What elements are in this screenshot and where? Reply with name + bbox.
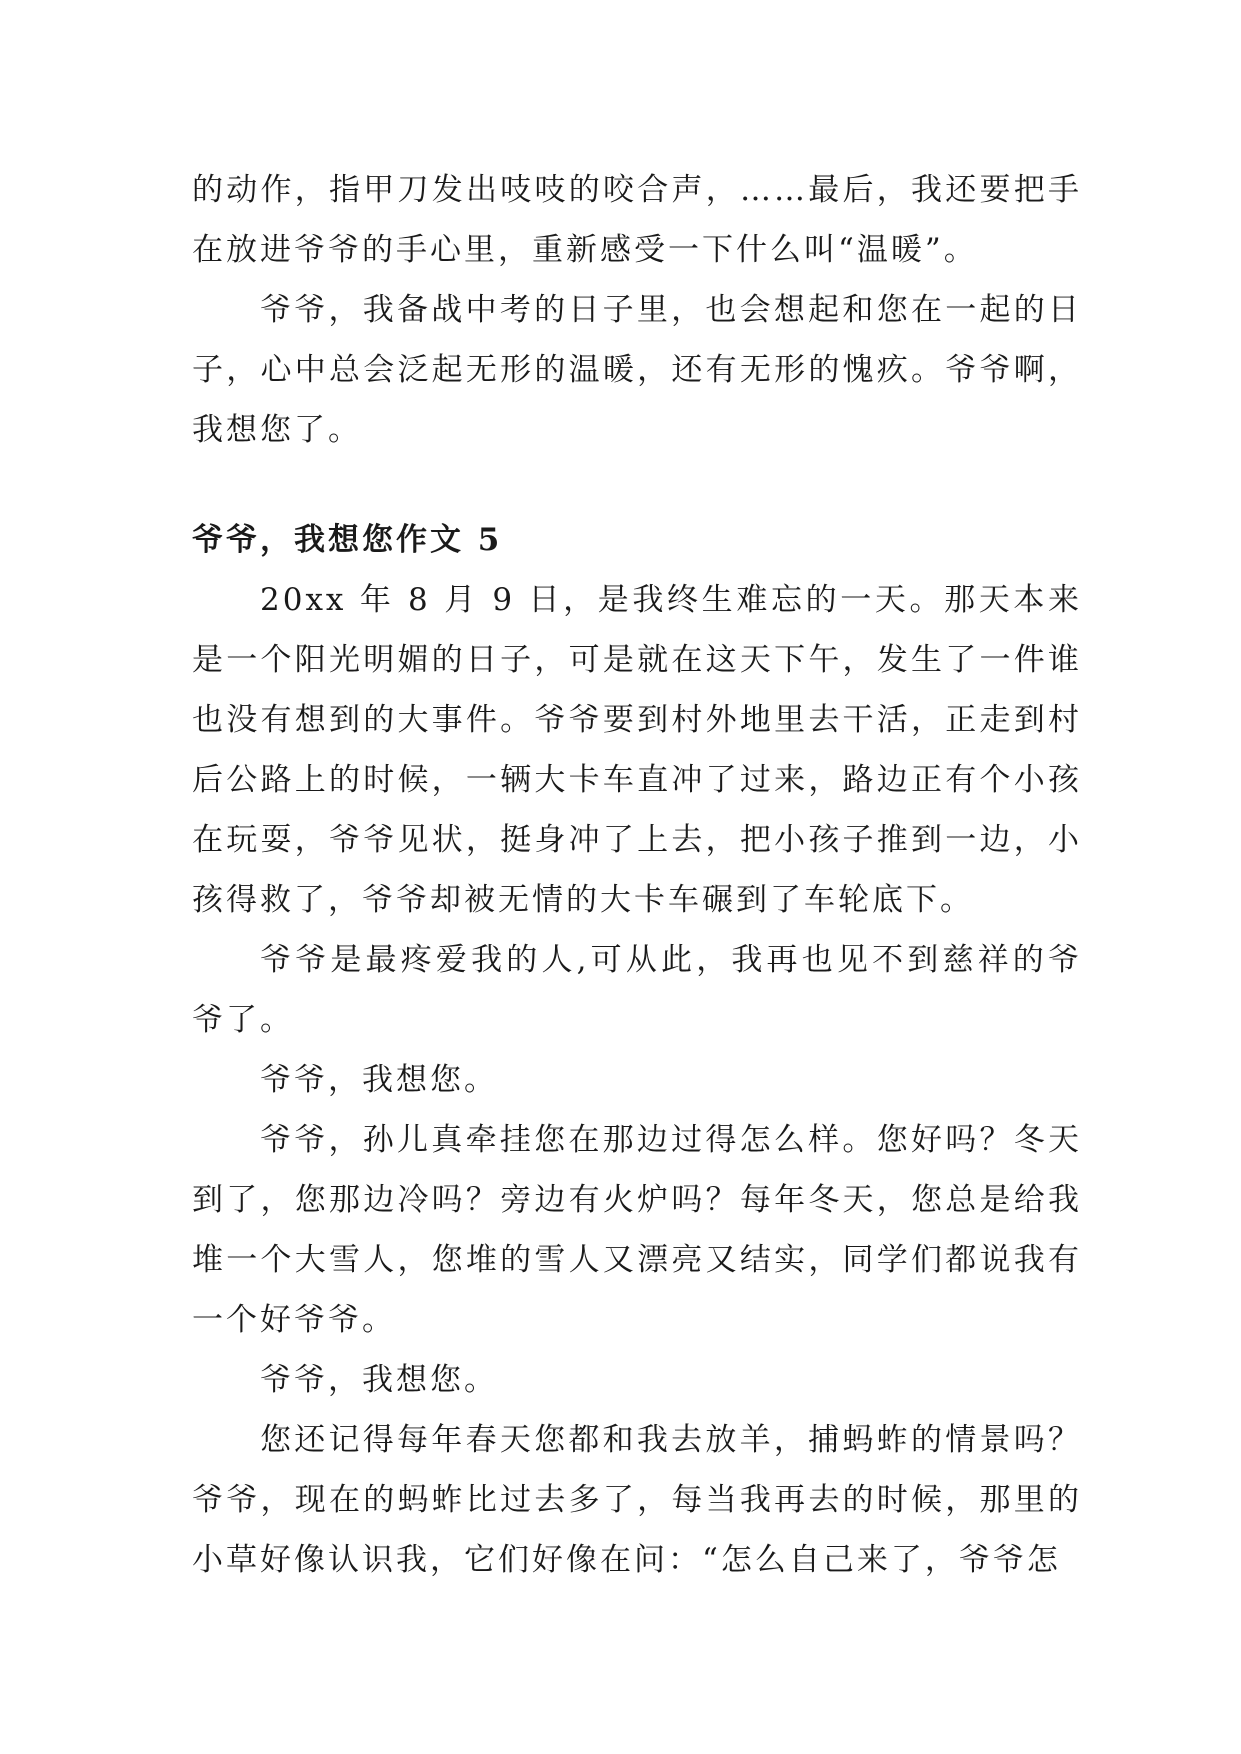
document-body bbox=[192, 160, 1082, 1590]
paragraph: 爷爷是最疼爱我的人,可从此，我再也见不到慈祥的爷爷了。 bbox=[192, 942, 1082, 1038]
paragraph: 您还记得每年春天您都和我去放羊，捕蚂蚱的情景吗？爷爷，现在的蚂蚱比过去多了，每当我再去的时候，那里的小草好像认识我，它们好像在问：“怎么自己来了，爷爷怎 bbox=[192, 1422, 1082, 1578]
section-heading: 爷爷，我想您作文 5 bbox=[192, 522, 503, 558]
paragraph-continuation: 的动作，指甲刀发出吱吱的咬合声，……最后，我还要把手在放进爷爷的手心里，重新感受一下什么叫“温暖”。 bbox=[192, 172, 1082, 268]
paragraph: 20xx 年 8 月 9 日，是我终生难忘的一天。那天本来是一个阳光明媚的日子，可是就在这天下午，发生了一件谁也没有想到的大事件。爷爷要到村外地里去干活，正走到村后公路上的时候，一辆大卡车直冲了过来，路边正有个小孩在玩耍，爷爷见状，挺身冲了上去，把小孩子推到一边，小孩得救了，爷爷却被无情的大卡车碾到了车轮底下。 bbox=[192, 582, 1082, 918]
paragraph: 爷爷，我想您。 bbox=[260, 1362, 498, 1398]
paragraph: 爷爷，孙儿真牵挂您在那边过得怎么样。您好吗？冬天到了，您那边冷吗？旁边有火炉吗？每年冬天，您总是给我堆一个大雪人，您堆的雪人又漂亮又结实，同学们都说我有一个好爷爷。 bbox=[192, 1122, 1082, 1338]
paragraph: 爷爷，我备战中考的日子里，也会想起和您在一起的日子，心中总会泛起无形的温暖，还有无形的愧疚。爷爷啊，我想您了。 bbox=[192, 292, 1082, 448]
paragraph: 爷爷，我想您。 bbox=[260, 1062, 498, 1098]
